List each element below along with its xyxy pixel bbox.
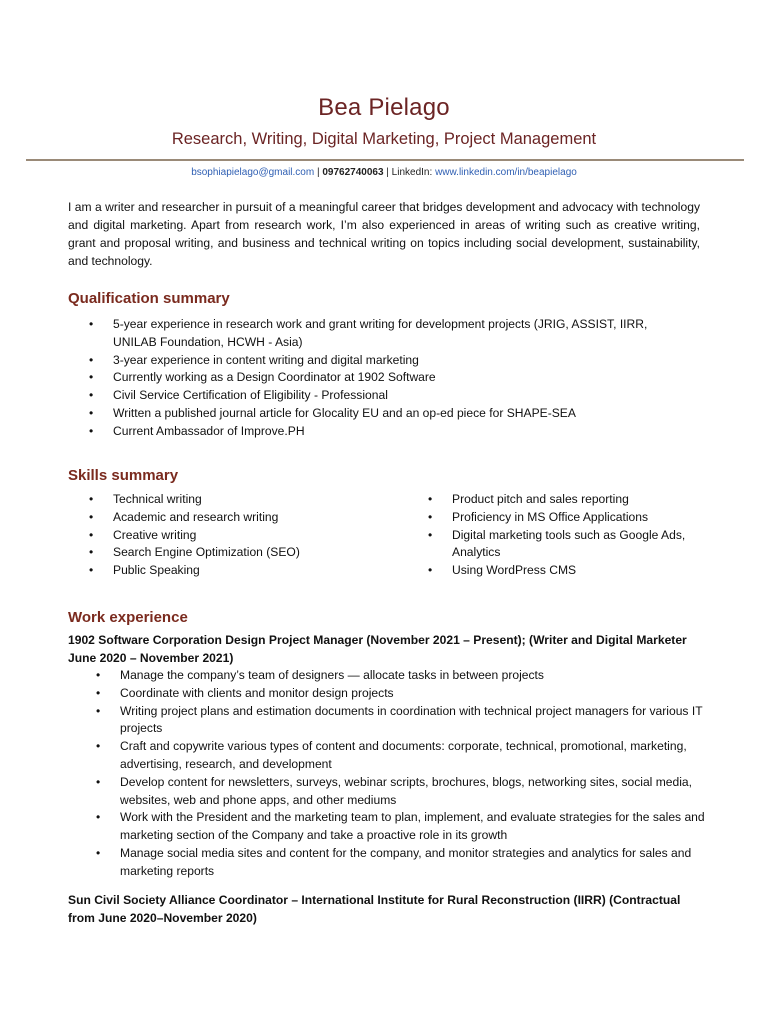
email-link[interactable]: bsophiapielago@gmail.com <box>191 167 315 178</box>
list-item: • Manage social media sites and content for the company, and monitor strategies and analytics for sales and marketing reports <box>120 845 705 881</box>
list-item: • Academic and research writing <box>113 509 393 527</box>
job-title: Sun Civil Society Alliance Coordinator – International Institute for Rural Reconstruction (IIRR) (Contractual from June 2020–November 2020) <box>68 893 681 925</box>
list-item: • Digital marketing tools such as Google Ads, Analytics <box>452 527 712 563</box>
candidate-name: Bea Pielago <box>318 94 450 121</box>
linkedin-link[interactable]: www.linkedin.com/in/beapielago <box>435 167 577 178</box>
list-item: • Written a published journal article for Glocality EU and an op-ed piece for SHAPE-SEA <box>113 405 683 423</box>
list-item: • Writing project plans and estimation documents in coordination with technical project managers for various IT projects <box>120 703 705 739</box>
list-item: • Proficiency in MS Office Applications <box>452 509 712 527</box>
intro-paragraph: I am a writer and researcher in pursuit of a meaningful career that bridges development and advocacy with technology and digital marketing. Apart from research work, I’m also experienced in areas of writing such as creative writing, grant and proposal writing, and business and technical writing on topics including social development, sustainability, and technology. <box>68 200 700 268</box>
list-item: • Search Engine Optimization (SEO) <box>113 544 393 562</box>
list-item: • Work with the President and the marketing team to plan, implement, and evaluate strategies for the sales and marketing section of the Company and take a proactive role in its growth <box>120 809 705 845</box>
list-item: • Public Speaking <box>113 562 393 580</box>
list-item: • Technical writing <box>113 491 393 509</box>
qualification-heading: Qualification summary <box>68 290 230 307</box>
list-item: • Product pitch and sales reporting <box>452 491 712 509</box>
list-item: • Current Ambassador of Improve.PH <box>113 423 683 441</box>
linkedin-label: | LinkedIn: <box>383 167 436 178</box>
list-item: • Manage the company’s team of designers — allocate tasks in between projects <box>120 667 705 685</box>
contact-separator: | <box>314 167 323 178</box>
work-heading: Work experience <box>68 609 188 626</box>
job-title: 1902 Software Corporation Design Project Manager (November 2021 – Present); (Writer and Digital Marketer June 2020 – November 2021) <box>68 633 687 665</box>
list-item: • Develop content for newsletters, surveys, webinar scripts, brochures, blogs, networking sites, social media, websites, web and phone apps, and other mediums <box>120 774 705 810</box>
contact-line <box>0 167 768 178</box>
phone-number: 09762740063 <box>322 167 384 178</box>
list-item: • Coordinate with clients and monitor design projects <box>120 685 705 703</box>
list-item: • Civil Service Certification of Eligibility - Professional <box>113 387 683 405</box>
list-item: • Using WordPress CMS <box>452 562 712 580</box>
skills-list-right <box>452 491 712 580</box>
qualification-list <box>113 316 683 441</box>
list-item: • Creative writing <box>113 527 393 545</box>
list-item: • Craft and copywrite various types of content and documents: corporate, technical, promotional, marketing, advertising, research, and development <box>120 738 705 774</box>
tagline: Research, Writing, Digital Marketing, Project Management <box>171 130 597 148</box>
skills-heading: Skills summary <box>68 467 179 484</box>
list-item: • 3-year experience in content writing and digital marketing <box>113 352 683 370</box>
job-duties-list <box>120 667 705 881</box>
list-item: • 5-year experience in research work and grant writing for development projects (JRIG, ASSIST, IIRR, UNILAB Foundation, HCWH - Asia) <box>113 316 683 352</box>
skills-list-left <box>113 491 393 580</box>
header-divider <box>26 159 744 161</box>
list-item: • Currently working as a Design Coordinator at 1902 Software <box>113 369 683 387</box>
